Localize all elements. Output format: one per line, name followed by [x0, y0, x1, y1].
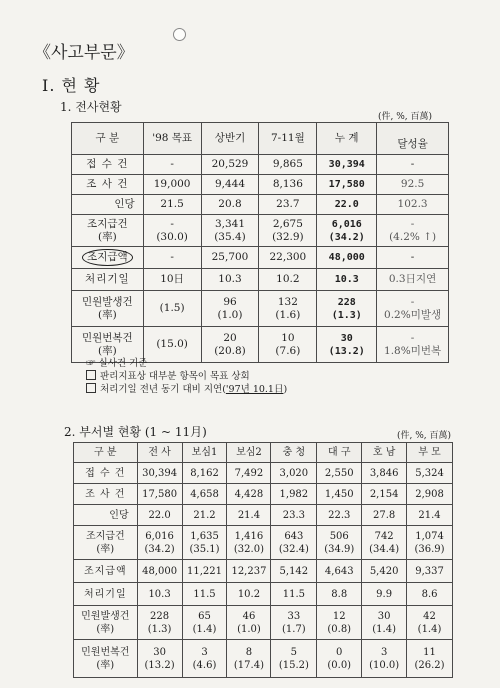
- table-cell: 9,337: [407, 560, 453, 583]
- cell-rate: (15.0): [156, 338, 188, 350]
- table-row: [74, 560, 453, 583]
- row-label: 조 사 건: [74, 484, 138, 505]
- table-cell: 9,444: [201, 175, 259, 195]
- header-cell: 대 구: [317, 443, 362, 463]
- table-cell: [407, 640, 453, 678]
- cell-rate: (4.6): [192, 659, 217, 671]
- cell-value: 10: [281, 331, 295, 344]
- table-cell: 21.4: [407, 505, 453, 526]
- row-label: 조지급액: [74, 560, 138, 583]
- note-underlined-text: '97년 10.1日: [225, 384, 284, 395]
- row-label-rate: (率): [97, 308, 117, 321]
- section-title: 《사고부문》: [34, 43, 134, 63]
- row-label: 조 사 건: [72, 175, 144, 195]
- row-label-main: 민원발생건: [81, 295, 133, 308]
- table-cell: 21.5: [143, 195, 201, 215]
- table-cell: 10.3: [137, 583, 182, 606]
- punch-hole: [173, 28, 186, 41]
- cell-rate: (7.6): [275, 344, 301, 357]
- row-label-main: 조지급건: [85, 530, 125, 542]
- table-cell: -: [143, 155, 201, 175]
- cell-value: 8: [245, 646, 253, 658]
- table-cell: [377, 327, 449, 363]
- cell-value: 1,635: [190, 530, 219, 542]
- cell-value: 742: [374, 530, 394, 542]
- header-cell: 구 분: [74, 443, 138, 463]
- cell-rate: (34.9): [324, 543, 355, 555]
- row-label-rate: (率): [96, 659, 115, 671]
- table-cell: 22,300: [259, 247, 317, 269]
- header-cell: 달성율: [377, 123, 449, 155]
- table-row: [74, 484, 453, 505]
- table-cell: [201, 291, 259, 327]
- table-cell: [317, 526, 362, 560]
- table-cell: [377, 291, 449, 327]
- cell-rate: (32.0): [233, 543, 264, 555]
- table-cell: [362, 526, 407, 560]
- table-cell: 5,142: [271, 560, 317, 583]
- table-cell: [317, 606, 362, 640]
- note-text: 처리기일 전년 동기 대비 지연(: [100, 384, 226, 395]
- header-cell: 전 사: [137, 443, 182, 463]
- notes-block: [86, 357, 287, 396]
- table-row: [72, 269, 449, 291]
- cell-rate: (35.4): [214, 230, 246, 243]
- table-cell: 7,492: [227, 463, 271, 484]
- table-cell: 3,020: [271, 463, 317, 484]
- table-row: [72, 195, 449, 215]
- table-cell: [317, 291, 377, 327]
- note-text-end: ): [283, 384, 288, 395]
- cell-value: 33: [287, 610, 301, 622]
- header-cell: 보심2: [227, 443, 271, 463]
- table-cell: [137, 640, 182, 678]
- table-cell: 20.8: [201, 195, 259, 215]
- note-basis: ☞ 실사건 기준: [86, 358, 148, 369]
- table-cell: 22.3: [317, 505, 362, 526]
- table-cell: 23.7: [259, 195, 317, 215]
- cell-value: -: [410, 295, 415, 308]
- table-cell: 25,700: [201, 247, 259, 269]
- table-cell: [259, 291, 317, 327]
- row-label-main: 조지급건: [87, 217, 128, 230]
- cell-rate: (32.4): [278, 543, 309, 555]
- checkbox-icon: [86, 383, 96, 393]
- table-cell: 12,237: [227, 560, 271, 583]
- table-cell: 5,420: [362, 560, 407, 583]
- cell-value: 96: [223, 295, 237, 308]
- row-label: 접 수 건: [74, 463, 138, 484]
- cell-rate: (17.4): [233, 659, 264, 671]
- table-cell: [362, 640, 407, 678]
- cell-rate: (20.8): [214, 344, 246, 357]
- cell-value: 42: [423, 610, 436, 622]
- table-cell: 8,162: [182, 463, 227, 484]
- table-cell: 10日: [143, 269, 201, 291]
- row-label: [72, 215, 144, 247]
- table-cell: 11.5: [271, 583, 317, 606]
- cell-value: 46: [242, 610, 256, 622]
- cell-value: -: [170, 217, 174, 230]
- table-cell: [137, 606, 182, 640]
- row-label: 처리기일: [74, 583, 138, 606]
- table-cell: [143, 291, 201, 327]
- cell-value: 2,675: [272, 217, 303, 230]
- table-cell: 9,865: [259, 155, 317, 175]
- table-cell: 5,324: [407, 463, 453, 484]
- table-cell: [227, 526, 271, 560]
- subheading-company-status: 1. 전사현황: [60, 100, 122, 114]
- table-cell: [407, 526, 453, 560]
- table-cell: 11.5: [182, 583, 227, 606]
- cell-value: 3: [380, 646, 388, 658]
- table-cell: [137, 526, 182, 560]
- note-item: [86, 370, 287, 383]
- row-label: [74, 640, 138, 678]
- cell-rate: (0.8): [327, 623, 352, 635]
- header-cell: 구 분: [72, 123, 144, 155]
- cell-rate: (35.1): [189, 543, 220, 555]
- table-cell: 3,846: [362, 463, 407, 484]
- table-cell: 2,550: [317, 463, 362, 484]
- table-row: [72, 155, 449, 175]
- header-cell: '98 목표: [143, 123, 201, 155]
- table-cell: 20,529: [201, 155, 259, 175]
- table-cell: 19,000: [143, 175, 201, 195]
- table-row: [72, 175, 449, 195]
- table-cell: [317, 640, 362, 678]
- cell-rate: (1.4): [372, 623, 396, 635]
- cell-rate: (1.3): [331, 309, 362, 321]
- table-cell: 11,221: [182, 560, 227, 583]
- cell-rate: (4.2% ↑): [389, 230, 437, 243]
- table-cell: [227, 640, 271, 678]
- cell-value: 12: [332, 610, 346, 622]
- header-cell: 상반기: [201, 123, 259, 155]
- cell-value: 30: [340, 332, 353, 344]
- header-cell: 누 계: [317, 123, 377, 155]
- cell-rate: (1.0): [237, 623, 261, 635]
- cell-value: 30: [377, 610, 391, 622]
- table-cell: 30,394: [317, 155, 377, 175]
- table-cell: 0.3日지연: [377, 269, 449, 291]
- table-row: [74, 583, 453, 606]
- table-cell: 10.2: [227, 583, 271, 606]
- table-cell: 2,908: [407, 484, 453, 505]
- cell-value: -: [410, 217, 415, 230]
- table-cell: 22.0: [317, 195, 377, 215]
- row-label: [72, 247, 144, 269]
- cell-rate: (1.4): [417, 623, 442, 635]
- table-cell: 23.3: [271, 505, 317, 526]
- table-row: [72, 247, 449, 269]
- table-row: [72, 215, 449, 247]
- table-cell: [182, 640, 227, 678]
- table-cell: [362, 606, 407, 640]
- table-header-row: [74, 443, 453, 463]
- table-row: [72, 291, 449, 327]
- cell-rate: (1.4): [192, 623, 217, 635]
- cell-value: 20: [223, 331, 237, 344]
- cell-rate: (13.2): [328, 345, 365, 357]
- cell-value: 228: [150, 610, 170, 622]
- cell-value: 1,416: [234, 530, 264, 542]
- cell-rate: (15.2): [278, 659, 309, 671]
- table-cell: 8,136: [259, 175, 317, 195]
- table-cell: 17,580: [137, 484, 182, 505]
- table-cell: 48,000: [317, 247, 377, 269]
- table-cell: 27.8: [362, 505, 407, 526]
- row-label-rate: (率): [97, 230, 117, 243]
- row-label: [72, 291, 144, 327]
- table-cell: 4,428: [227, 484, 271, 505]
- table-row: [74, 526, 453, 560]
- note-item: [86, 383, 287, 396]
- subheading-department-status: 2. 부서별 현황 (1 ~ 11月): [64, 425, 207, 439]
- cell-rate: 0.2%미발생: [384, 308, 442, 321]
- table-cell: [201, 215, 259, 247]
- cell-value: 11: [423, 646, 436, 658]
- table-header-row: [72, 123, 449, 155]
- cell-rate: (1.7): [282, 623, 306, 635]
- company-status-table: [71, 122, 449, 363]
- row-label-main: 민원번복건: [81, 331, 133, 344]
- row-label: 접 수 건: [72, 155, 144, 175]
- heading-status: I. 현 황: [42, 76, 101, 95]
- cell-rate: (0.0): [327, 659, 352, 671]
- table-cell: [271, 526, 317, 560]
- row-label-rate: (率): [96, 623, 115, 635]
- table-cell: -: [143, 247, 201, 269]
- unit-label-2: (件, %, 百萬): [397, 431, 452, 441]
- checkbox-icon: [86, 370, 96, 380]
- row-label-main: 민원번복건: [81, 646, 130, 658]
- cell-rate: (10.0): [369, 659, 400, 671]
- row-label: 처리기일: [72, 269, 144, 291]
- cell-value: 3,341: [214, 217, 246, 230]
- cell-value: 6,016: [145, 530, 174, 542]
- table-cell: 92.5: [377, 175, 449, 195]
- table-cell: [182, 606, 227, 640]
- cell-rate: 1.8%미번복: [384, 344, 442, 357]
- table-row: [74, 463, 453, 484]
- table-cell: -: [377, 155, 449, 175]
- table-cell: 1,982: [271, 484, 317, 505]
- table-cell: 22.0: [137, 505, 182, 526]
- row-label: 인당: [72, 195, 144, 215]
- table-cell: [271, 640, 317, 678]
- row-label-rate: (率): [96, 543, 115, 555]
- cell-rate: (30.0): [156, 230, 188, 243]
- table-row: [74, 505, 453, 526]
- header-cell: 호 남: [362, 443, 407, 463]
- row-label: [74, 526, 138, 560]
- table-cell: 4,658: [182, 484, 227, 505]
- table-cell: 4,643: [317, 560, 362, 583]
- cell-rate: (1.3): [147, 623, 172, 635]
- cell-value: 30: [153, 646, 166, 658]
- header-cell: 충 청: [271, 443, 317, 463]
- table-cell: 1,450: [317, 484, 362, 505]
- table-cell: 10.3: [201, 269, 259, 291]
- table-cell: [407, 606, 453, 640]
- cell-value: 0: [336, 646, 343, 658]
- table-cell: [271, 606, 317, 640]
- table-cell: 21.2: [182, 505, 227, 526]
- table-cell: 10.2: [259, 269, 317, 291]
- cell-rate: (34.4): [369, 543, 400, 555]
- table-row: [74, 640, 453, 678]
- cell-value: 506: [329, 530, 349, 542]
- header-cell: 7-11월: [259, 123, 317, 155]
- table-cell: 21.4: [227, 505, 271, 526]
- table-cell: 10.3: [317, 269, 377, 291]
- table-cell: 8.6: [407, 583, 453, 606]
- cell-rate: (1.6): [275, 308, 301, 321]
- table-cell: [143, 215, 201, 247]
- cell-rate: (34.2): [144, 543, 175, 555]
- cell-value: 643: [284, 530, 304, 542]
- cell-value: 132: [277, 295, 298, 308]
- circled-row-label: 조지급액: [82, 249, 133, 266]
- cell-value: 3: [201, 646, 208, 658]
- table-cell: 17,580: [317, 175, 377, 195]
- row-label-rate: (率): [97, 344, 117, 357]
- cell-rate: (26.2): [414, 659, 445, 671]
- row-label-main: 민원발생건: [81, 610, 130, 622]
- table-cell: 8.8: [317, 583, 362, 606]
- cell-value: 65: [198, 610, 211, 622]
- unit-label-1: (件, %, 百萬): [378, 112, 433, 122]
- table-cell: 2,154: [362, 484, 407, 505]
- row-label: 인당: [74, 505, 138, 526]
- table-cell: [317, 215, 377, 247]
- table-row: [74, 606, 453, 640]
- note-text: 판리지표상 대부분 항목이 목표 상회: [100, 371, 250, 382]
- table-cell: [377, 215, 449, 247]
- department-status-table: [73, 442, 453, 678]
- cell-rate: (34.2): [328, 231, 365, 243]
- cell-value: 6,016: [331, 218, 362, 230]
- cell-rate: (1.5): [159, 302, 185, 314]
- table-cell: [259, 215, 317, 247]
- table-cell: 30,394: [137, 463, 182, 484]
- cell-rate: (32.9): [272, 230, 304, 243]
- table-cell: [182, 526, 227, 560]
- cell-value: 1,074: [415, 530, 444, 542]
- table-cell: [317, 327, 377, 363]
- cell-rate: (36.9): [414, 543, 445, 555]
- table-cell: [227, 606, 271, 640]
- header-cell: 부 모: [407, 443, 453, 463]
- table-cell: 48,000: [137, 560, 182, 583]
- table-cell: 9.9: [362, 583, 407, 606]
- header-cell: 보심1: [182, 443, 227, 463]
- cell-value: 5: [290, 646, 298, 658]
- cell-rate: (1.0): [217, 308, 243, 321]
- table-cell: -: [377, 247, 449, 269]
- row-label: [74, 606, 138, 640]
- table-cell: 102.3: [377, 195, 449, 215]
- cell-value: 228: [337, 296, 356, 308]
- cell-rate: (13.2): [144, 659, 175, 671]
- cell-value: -: [410, 331, 415, 344]
